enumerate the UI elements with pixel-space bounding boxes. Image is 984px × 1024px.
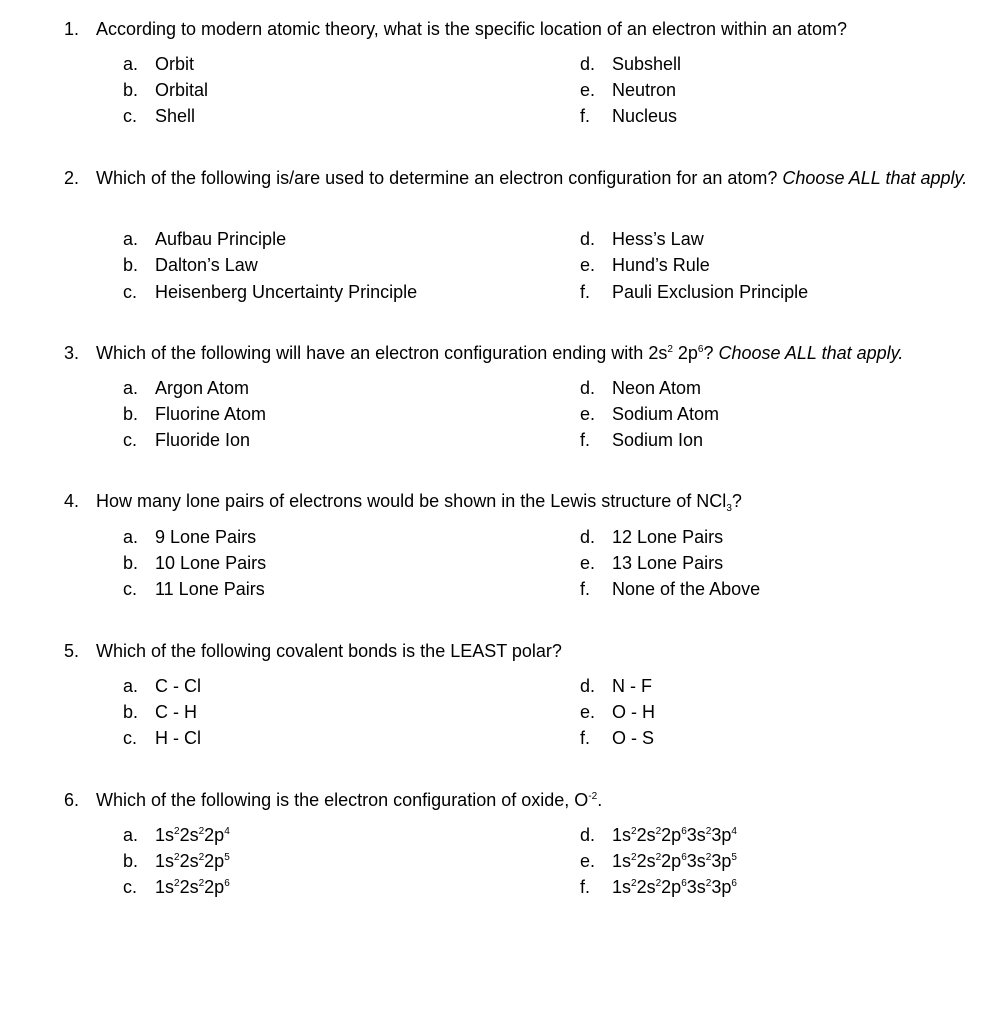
option-e[interactable] (580, 401, 719, 427)
electron-count: 4 (731, 826, 737, 837)
question-number: 3. (64, 343, 80, 363)
electron-configuration (155, 851, 230, 871)
orbital-term: 3s (686, 851, 706, 871)
electron-count: 6 (681, 852, 687, 863)
option-letter: c. (123, 877, 138, 897)
option-b[interactable] (123, 252, 258, 278)
electron-configuration (612, 825, 737, 845)
question-text-part: ? (731, 491, 742, 511)
option-a[interactable] (123, 524, 256, 550)
option-text: H - Cl (155, 728, 201, 748)
question-text-main: Which of the following is the electron configuration of oxide, O (96, 790, 589, 810)
question-number: 2. (64, 168, 80, 188)
option-a[interactable] (123, 822, 230, 848)
orbital-term: 1s (612, 877, 632, 897)
orbital-term: 2p (661, 851, 682, 871)
subscript: 3 (726, 503, 732, 514)
electron-count: 2 (705, 826, 712, 837)
electron-configuration (612, 877, 737, 897)
orbital-term: 2s (179, 877, 199, 897)
electron-count: 2 (174, 852, 180, 863)
electron-count: 2 (198, 852, 205, 863)
option-c[interactable] (123, 725, 201, 751)
electron-count: 5 (224, 852, 230, 863)
orbital-term: 1s (155, 851, 175, 871)
option-d[interactable] (580, 822, 737, 848)
electron-count: 2 (631, 826, 637, 837)
question-number: 6. (64, 790, 80, 810)
electron-count: 2 (705, 852, 712, 863)
option-e[interactable] (580, 848, 737, 874)
option-text: 10 Lone Pairs (155, 553, 267, 573)
orbital-term: 2s (636, 825, 656, 845)
option-text: None of the Above (612, 579, 761, 599)
option-c[interactable] (123, 279, 417, 305)
option-letter: c. (123, 430, 138, 450)
electron-count: 6 (224, 878, 230, 889)
option-f[interactable] (580, 279, 808, 305)
option-d[interactable] (580, 226, 704, 252)
option-text: Pauli Exclusion Principle (612, 282, 809, 302)
option-letter: d. (580, 676, 596, 696)
orbital-term: 3s (686, 825, 706, 845)
question-text (96, 340, 903, 366)
option-text: 12 Lone Pairs (612, 527, 724, 547)
question-instruction: Choose ALL that apply. (782, 168, 968, 188)
option-e[interactable] (580, 699, 655, 725)
option-a[interactable] (123, 226, 286, 252)
option-a[interactable] (123, 51, 194, 77)
orbital-term: 3s (686, 877, 706, 897)
option-letter: d. (580, 527, 596, 547)
option-c[interactable] (123, 576, 265, 602)
question-number: 1. (64, 19, 80, 39)
option-letter: e. (580, 553, 596, 573)
question-text (96, 488, 742, 514)
option-letter: a. (123, 825, 139, 845)
option-letter: f. (580, 282, 591, 302)
electron-count: 2 (655, 852, 662, 863)
option-text: Fluoride Ion (155, 430, 251, 450)
superscript: -2 (588, 791, 598, 802)
electron-count: 2 (631, 878, 637, 889)
electron-count: 2 (631, 852, 637, 863)
orbital-term: 1s (155, 825, 175, 845)
option-a[interactable] (123, 375, 249, 401)
option-letter: b. (123, 404, 139, 424)
question-instruction: Choose ALL that apply. (718, 343, 904, 363)
option-text: O - S (612, 728, 655, 748)
electron-count: 2 (655, 826, 662, 837)
option-f[interactable] (580, 576, 760, 602)
electron-count: 2 (174, 826, 180, 837)
option-text: Dalton’s Law (155, 255, 258, 275)
option-text: C - Cl (155, 676, 201, 696)
option-b[interactable] (123, 699, 197, 725)
question-text: Which of the following covalent bonds is the LEAST polar? (96, 641, 562, 661)
option-text: N - F (612, 676, 652, 696)
option-letter: a. (123, 54, 139, 74)
option-letter: c. (123, 106, 138, 126)
option-text: Neon Atom (612, 378, 702, 398)
orbital-term: 2s (636, 851, 656, 871)
option-f[interactable] (580, 427, 703, 453)
option-text: Shell (155, 106, 196, 126)
question-text-main: How many lone pairs of electrons would be shown in the Lewis structure of NCl (96, 491, 727, 511)
electron-count: 2 (198, 826, 205, 837)
option-text: Orbital (155, 80, 209, 100)
question-number: 5. (64, 641, 80, 661)
orbital-term: 2p (204, 877, 225, 897)
option-text: 11 Lone Pairs (155, 579, 265, 599)
option-text: Nucleus (612, 106, 678, 126)
option-letter: d. (580, 229, 596, 249)
option-letter: b. (123, 255, 139, 275)
orbital-term: 2s (179, 851, 199, 871)
option-letter: e. (580, 255, 596, 275)
option-text: Sodium Atom (612, 404, 720, 424)
option-letter: a. (123, 378, 139, 398)
option-f[interactable] (580, 103, 677, 129)
orbital-term: 1s (612, 851, 632, 871)
question-text: According to modern atomic theory, what is the specific location of an electron within an atom? (96, 19, 848, 39)
question-number: 4. (64, 491, 80, 511)
option-letter: b. (123, 702, 139, 722)
option-letter: c. (123, 282, 138, 302)
question-text-part: ? (703, 343, 714, 363)
option-letter: c. (123, 728, 138, 748)
electron-configuration (155, 877, 230, 897)
option-text: O - H (612, 702, 655, 722)
option-d[interactable] (580, 524, 723, 550)
orbital-term: 2p (204, 851, 225, 871)
option-a[interactable] (123, 673, 201, 699)
orbital-term: 3p (711, 825, 732, 845)
option-e[interactable] (580, 77, 676, 103)
option-letter: b. (123, 553, 139, 573)
option-e[interactable] (580, 252, 710, 278)
option-letter: e. (580, 80, 596, 100)
option-letter: e. (580, 851, 596, 871)
electron-count: 2 (705, 878, 712, 889)
orbital-term: 2p (661, 877, 682, 897)
option-letter: e. (580, 404, 596, 424)
option-text: Hund’s Rule (612, 255, 710, 275)
option-text: 9 Lone Pairs (155, 527, 257, 547)
option-text: Argon Atom (155, 378, 250, 398)
option-letter: c. (123, 579, 138, 599)
option-d[interactable] (580, 673, 652, 699)
question-text (96, 165, 976, 191)
orbital-term: 3p (711, 877, 732, 897)
option-b[interactable] (123, 401, 266, 427)
option-text: Orbit (155, 54, 195, 74)
option-letter: d. (580, 54, 596, 74)
option-c[interactable] (123, 427, 250, 453)
option-b[interactable] (123, 848, 230, 874)
electron-configuration (612, 851, 737, 871)
orbital-term: 1s (612, 825, 632, 845)
option-c[interactable] (123, 103, 195, 129)
option-text: Heisenberg Uncertainty Principle (155, 282, 418, 302)
electron-count: 2 (174, 878, 180, 889)
electron-configuration (155, 825, 230, 845)
option-d[interactable] (580, 375, 701, 401)
orbital-term: 1s (155, 877, 175, 897)
option-letter: f. (580, 106, 591, 126)
option-f[interactable] (580, 874, 737, 900)
superscript: 6 (697, 344, 704, 355)
electron-count: 6 (681, 826, 687, 837)
option-letter: d. (580, 378, 596, 398)
option-letter: a. (123, 676, 139, 696)
electron-count: 4 (224, 826, 230, 837)
option-d[interactable] (580, 51, 681, 77)
option-letter: a. (123, 527, 139, 547)
question-text-part: . (597, 790, 603, 810)
orbital-term: 2p (204, 825, 225, 845)
option-text: C - H (155, 702, 197, 722)
question-text-main: Which of the following is/are used to determine an electron configuration for an atom? (96, 168, 778, 188)
option-text: Aufbau Principle (155, 229, 287, 249)
electron-count: 2 (198, 878, 205, 889)
orbital-term: 3p (711, 851, 732, 871)
electron-count: 6 (731, 878, 737, 889)
option-letter: d. (580, 825, 596, 845)
option-letter: a. (123, 229, 139, 249)
orbital-term: 2p (661, 825, 682, 845)
option-f[interactable] (580, 725, 654, 751)
question-text-main: Which of the following will have an electron configuration ending with 2s (96, 343, 668, 363)
superscript: 2 (667, 344, 673, 355)
option-text: Sodium Ion (612, 430, 704, 450)
question-text-part: 2p (672, 343, 698, 363)
option-letter: e. (580, 702, 596, 722)
option-letter: f. (580, 579, 591, 599)
option-e[interactable] (580, 550, 723, 576)
orbital-term: 2s (636, 877, 656, 897)
option-letter: f. (580, 728, 591, 748)
option-c[interactable] (123, 874, 230, 900)
electron-count: 5 (731, 852, 737, 863)
option-text: 13 Lone Pairs (612, 553, 724, 573)
option-text: Neutron (612, 80, 677, 100)
electron-count: 6 (681, 878, 687, 889)
electron-count: 2 (655, 878, 662, 889)
option-text: Fluorine Atom (155, 404, 267, 424)
option-letter: f. (580, 430, 591, 450)
option-letter: b. (123, 80, 139, 100)
orbital-term: 2s (179, 825, 199, 845)
question-text (96, 787, 602, 813)
option-letter: f. (580, 877, 591, 897)
option-b[interactable] (123, 550, 266, 576)
option-letter: b. (123, 851, 139, 871)
option-b[interactable] (123, 77, 208, 103)
option-text: Hess’s Law (612, 229, 704, 249)
option-text: Subshell (612, 54, 682, 74)
